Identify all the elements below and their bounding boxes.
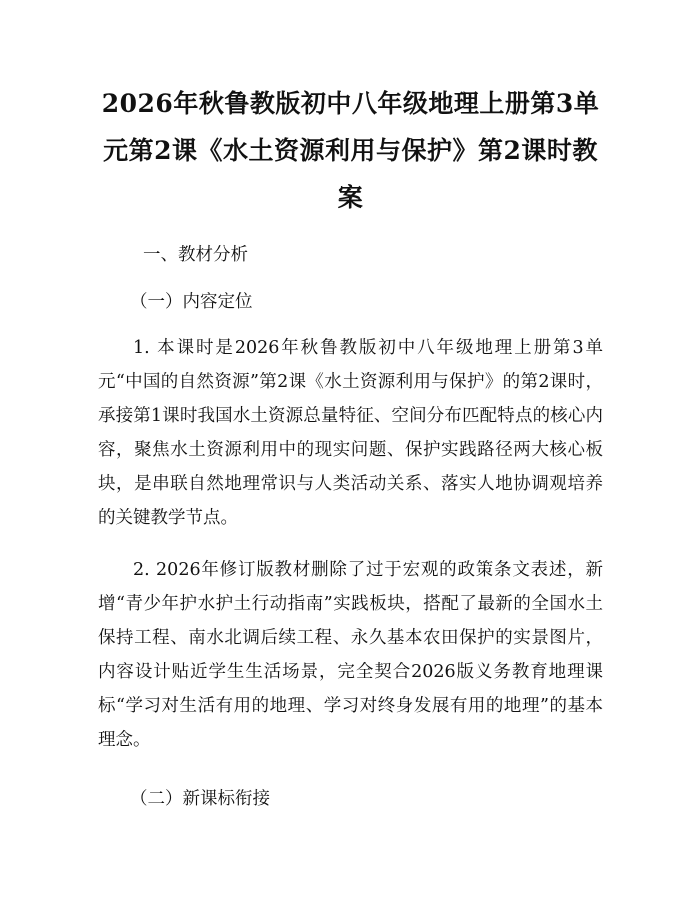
document-title: 2026年秋鲁教版初中八年级地理上册第3单元第2课《水土资源利用与保护》第2课时教案 xyxy=(101,89,600,212)
paragraph-1: 1. 本课时是2026年秋鲁教版初中八年级地理上册第3单元“中国的自然资源”第2课《水土资源利用与保护》的第2课时，承接第1课时我国水土资源总量特征、空间分布匹配特点的核心内容，聚焦水土资源利用中的现实问题、保护实践路径两大核心板块，是串联自然地理常识与人类活动关系、落实人地协调观培养的关键教学节点。 xyxy=(98,338,603,528)
section-heading-teaching-material-analysis: 一、教材分析 xyxy=(143,245,248,265)
subsection-heading-content-positioning: （一）内容定位 xyxy=(130,292,253,312)
paragraph-2: 2. 2026年修订版教材删除了过于宏观的政策条文表述，新增“青少年护水护土行动指南”实践板块，搭配了最新的全国水土保持工程、南水北调后续工程、永久基本农田保护的实景图片，内容设计贴近学生生活场景，完全契合2026版义务教育地理课标“学习对生活有用的地理、学习对终身发展有用的地理”的基本理念。 xyxy=(98,560,603,750)
subsection-heading-new-curriculum-connection: （二）新课标衔接 xyxy=(130,789,270,809)
